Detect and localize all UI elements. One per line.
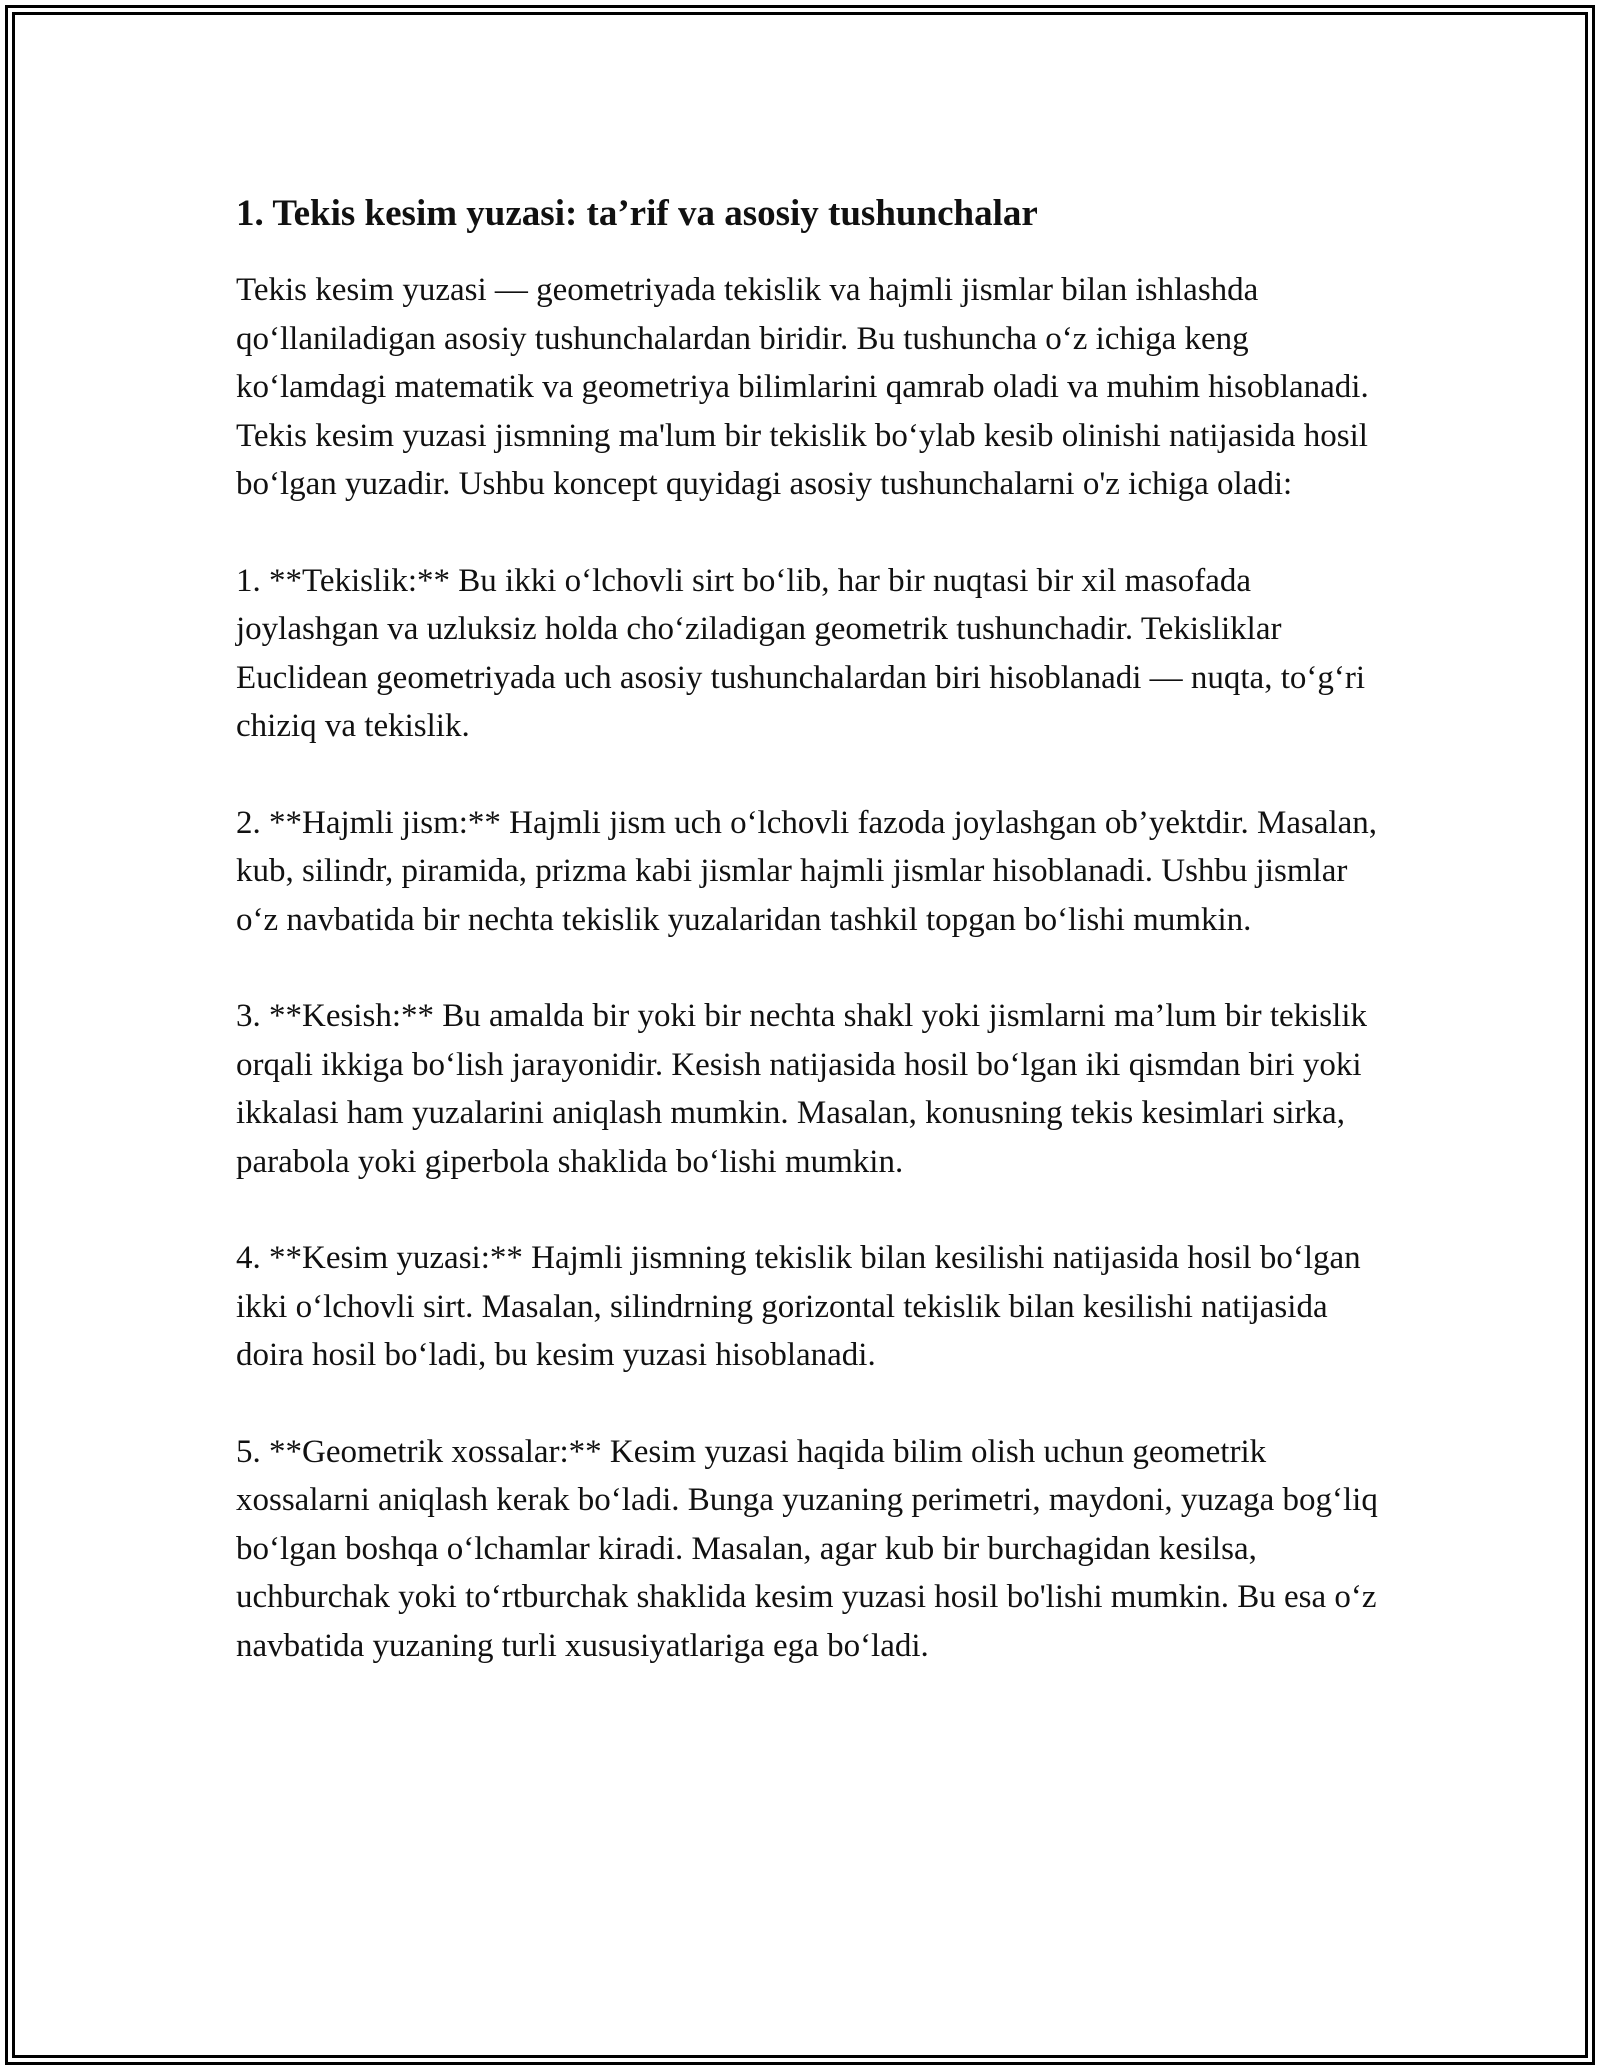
section-title: 1. Tekis kesim yuzasi: ta’rif va asosiy tushunchalar	[236, 193, 1038, 234]
intro-paragraph: Tekis kesim yuzasi — geometriyada tekislik va hajmli jismlar bilan ishlashda qo‘llaniladigan asosiy tushunchalardan biridir. Bu tushuncha o‘z ichiga keng ko‘lamdagi matematik va geometriya bilimlarini qamrab oladi va muhim hisoblanadi. Tekis kesim yuzasi jismning ma'lum bir tekislik bo‘ylab kesib olinishi natijasida hosil bo‘lgan yuzadir. Ushbu koncept quyidagi asosiy tushunchalarni o'z ichiga oladi:	[236, 272, 1369, 502]
list-item-tekislik: 1. **Tekislik:** Bu ikki o‘lchovli sirt bo‘lib, har bir nuqtasi bir xil masofada joylashgan va uzluksiz holda cho‘ziladigan geometrik tushunchadir. Tekisliklar Euclidean geometriyada uch asosiy tushunchalardan biri hisoblanadi — nuqta, to‘g‘ri chiziq va tekislik.	[236, 562, 1366, 744]
list-item-kesish: 3. **Kesish:** Bu amalda bir yoki bir nechta shakl yoki jismlarni ma’lum bir tekislik orqali ikkiga bo‘lish jarayonidir. Kesish natijasida hosil bo‘lgan iki qismdan biri yoki ikkalasi ham yuzalarini aniqlash mumkin. Masalan, konusning tekis kesimlari sirka, parabola yoki giperbola shaklida bo‘lishi mumkin.	[236, 998, 1367, 1180]
list-item-hajmli-jism: 2. **Hajmli jism:** Hajmli jism uch o‘lchovli fazoda joylashgan ob’yektdir. Masalan, kub, silindr, piramida, prizma kabi jismlar hajmli jismlar hisoblanadi. Ushbu jismlar o‘z navbatida bir nechta tekislik yuzalaridan tashkil topgan bo‘lishi mumkin.	[236, 804, 1378, 938]
list-item-geometrik-xossalar: 5. **Geometrik xossalar:** Kesim yuzasi haqida bilim olish uchun geometrik xossalarni aniqlash kerak bo‘ladi. Bunga yuzaning perimetri, maydoni, yuzaga bog‘liq bo‘lgan boshqa o‘lchamlar kiradi. Masalan, agar kub bir burchagidan kesilsa, uchburchak yoki to‘rtburchak shaklida kesim yuzasi hosil bo'lishi mumkin. Bu esa o‘z navbatida yuzaning turli xususiyatlariga ega bo‘ladi.	[236, 1433, 1378, 1664]
document-body	[236, 186, 1386, 1670]
list-item-kesim-yuzasi: 4. **Kesim yuzasi:** Hajmli jismning tekislik bilan kesilishi natijasida hosil bo‘lgan ikki o‘lchovli sirt. Masalan, silindrning gorizontal tekislik bilan kesilishi natijasida doira hosil bo‘ladi, bu kesim yuzasi hisoblanadi.	[236, 1240, 1361, 1373]
